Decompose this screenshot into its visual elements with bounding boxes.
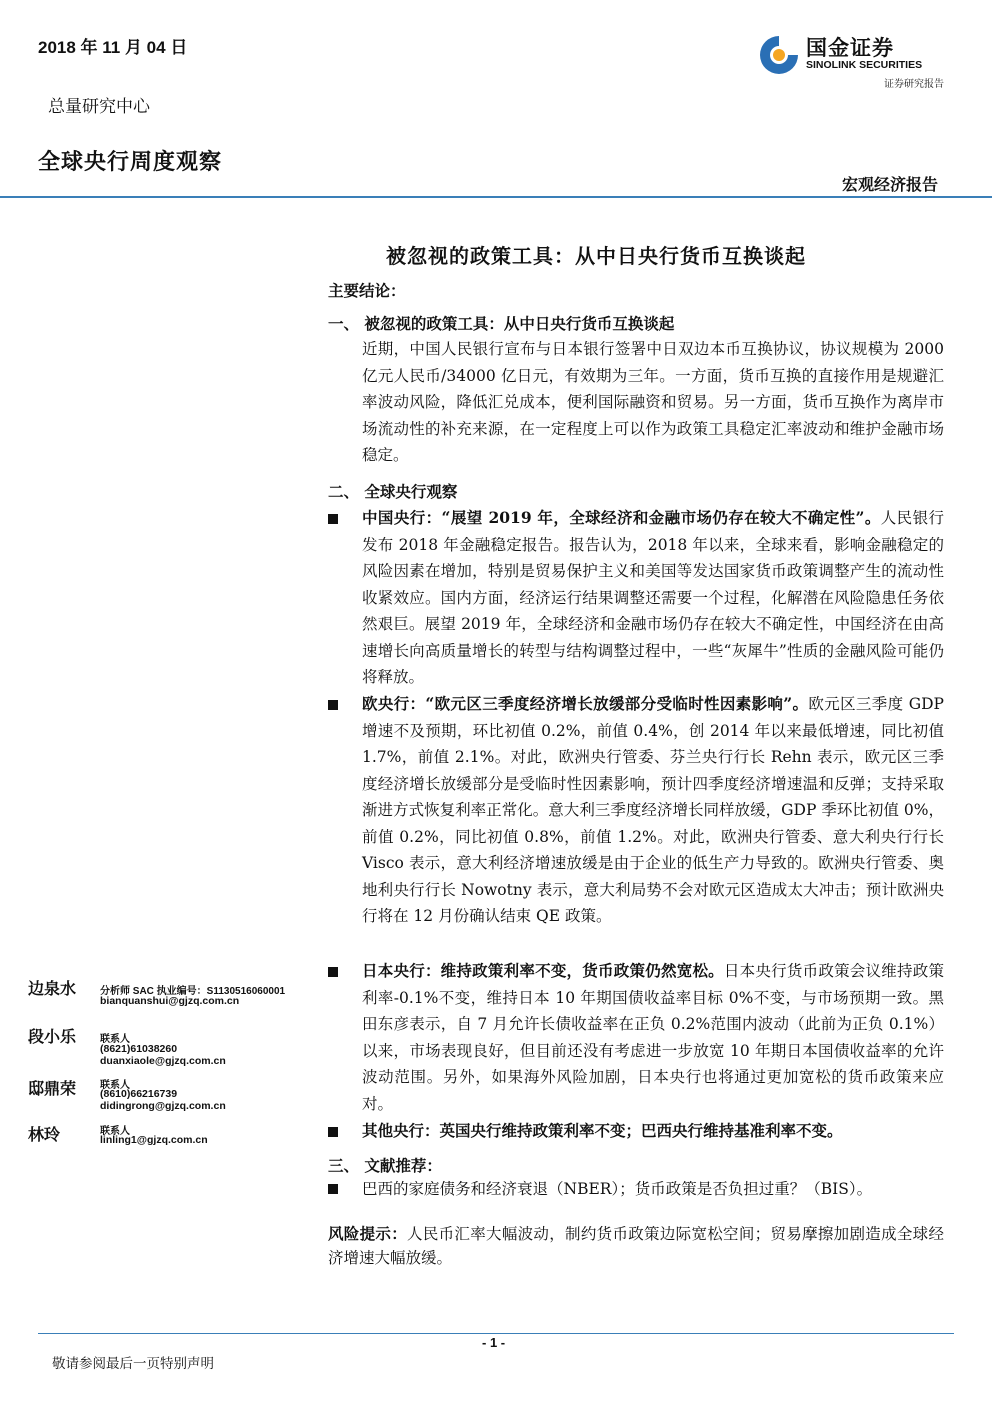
section-1-heading: 一、 被忽视的政策工具：从中日央行货币互换谈起 bbox=[328, 314, 675, 333]
bullet-square-icon bbox=[328, 1127, 338, 1137]
analyst-email: linling1@gjzq.com.cn bbox=[100, 1134, 208, 1146]
company-logo bbox=[756, 30, 946, 90]
logo-subtitle: 证券研究报告 bbox=[884, 79, 944, 90]
analyst-name: 林玲 bbox=[28, 1125, 61, 1144]
analyst-email: bianquanshui@gjzq.com.cn bbox=[100, 995, 240, 1007]
bullet-item bbox=[362, 691, 944, 930]
analyst-entry bbox=[28, 1024, 308, 1072]
bullet-square-icon bbox=[328, 514, 338, 524]
analyst-entry bbox=[28, 976, 308, 1016]
bullet-lead: 其他央行：英国央行维持政策利率不变；巴西央行维持基准利率不变。 bbox=[362, 1121, 843, 1140]
report-type: 宏观经济报告 bbox=[841, 175, 938, 194]
bullet-lead: 中国央行：“展望 2019 年，全球经济和金融市场仍存在较大不确定性”。 bbox=[362, 508, 881, 527]
disclaimer-note: 敬请参阅最后一页特别声明 bbox=[52, 1356, 214, 1372]
analyst-entry bbox=[28, 1122, 308, 1152]
report-date: 2018 年 11 月 04 日 bbox=[38, 38, 188, 57]
footer-divider bbox=[38, 1333, 954, 1334]
logo-text-cn: 国金证券 bbox=[806, 36, 894, 60]
bullet-square-icon bbox=[328, 967, 338, 977]
analyst-name: 边泉水 bbox=[28, 979, 77, 998]
analyst-email: duanxiaole@gjzq.com.cn bbox=[100, 1055, 226, 1067]
analyst-role: 联系人 bbox=[100, 1126, 130, 1137]
analyst-role: 分析师 SAC 执业编号：S1130516060001 bbox=[100, 986, 286, 997]
main-conclusions-label: 主要结论： bbox=[328, 281, 406, 300]
analyst-phone: (8621)61038260 bbox=[100, 1043, 178, 1055]
analyst-role: 联系人 bbox=[100, 1034, 130, 1045]
bullet-item bbox=[362, 958, 944, 1117]
section-3-heading: 三、 文献推荐： bbox=[328, 1156, 442, 1175]
bullet-text: 人民银行发布 2018 年金融稳定报告。报告认为，2018 年以来，全球来看，影响金融稳定的风险因素在增加，特别是贸易保护主义和美国等发达国家货币政策调整产生的流动性收紧效应。国内方面，经济运行结果调整还需要一个过程，化解潜在风险隐患任务依然艰巨。展望 2019 年，全球经济和金融市场仍存在较大不确定性，中国经济在由高速增长向高质量增长的转型与结构调整过程中，一些“灰犀牛”性质的金融风险可能仍将释放。 bbox=[362, 509, 944, 686]
bullet-text: 日本央行货币政策会议维持政策利率-0.1%不变，维持日本 10 年期国债收益率目标 0%不变，与市场预期一致。黑田东彦表示，自 7 月允许长债收益率在正负 0.2%范围内波动（此前为正负 0.1%）以来，市场表现良好，但目前还没有考虑进一步放宽 10 年期日本国债收益率的允许波动范围。另外，如果海外风险加剧，日本央行也将通过更加宽松的货币政策来应对。 bbox=[362, 962, 944, 1113]
logo-text-en: SINOLINK SECURITIES bbox=[806, 59, 923, 71]
logo-mark-icon bbox=[756, 32, 802, 78]
header-divider bbox=[0, 196, 992, 198]
bullet-item bbox=[362, 505, 944, 691]
risk-warning bbox=[328, 1222, 944, 1270]
bullet-square-icon bbox=[328, 700, 338, 710]
analyst-entry bbox=[28, 1076, 308, 1124]
bullet-text: 欧元区三季度 GDP 增速不及预期，环比初值 0.2%，前值 0.4%，创 2014 年以来最低增速，同比初值 1.7%，前值 2.1%。对此，欧洲央行管委、芬兰央行行长 Rehn 表示，欧元区三季度经济增长放缓部分是受临时性因素影响，预计四季度经济增速温和反弹；支持采取渐进方式恢复利率正常化。意大利三季度经济增长同样放缓，GDP 季环比初值 0%，前值 0.2%，同比初值 0.8%，前值 1.2%。对此，欧洲央行管委、意大利央行行长 Visco 表示，意大利经济增速放缓是由于企业的低生产力导致的。欧洲央行管委、奥地利央行行长 Nowotny 表示，意大利局势不会对欧元区造成太大冲击；预计欧洲央行将在 12 月份确认结束 QE 政策。 bbox=[362, 695, 944, 925]
literature-text: 巴西的家庭债务和经济衰退（NBER）；货币政策是否负担过重？（BIS）。 bbox=[362, 1180, 873, 1198]
section-1-text: 近期，中国人民银行宣布与日本银行签署中日双边本币互换协议，协议规模为 2000 亿元人民币/34000 亿日元，有效期为三年。一方面，货币互换的直接作用是规避汇率波动风险，降低汇兑成本，便利国际融资和贸易。另一方面，货币互换作为离岸市场流动性的补充来源，在一定程度上可以作为政策工具稳定汇率波动和维护金融市场稳定。 bbox=[362, 340, 944, 464]
analyst-email: didingrong@gjzq.com.cn bbox=[100, 1100, 226, 1112]
analyst-role: 联系人 bbox=[100, 1080, 130, 1091]
analyst-name: 段小乐 bbox=[28, 1027, 77, 1046]
risk-text: 人民币汇率大幅波动，制约货币政策边际宽松空间；贸易摩擦加剧造成全球经济增速大幅放缓。 bbox=[328, 1225, 944, 1267]
analyst-name: 邸鼎荣 bbox=[28, 1079, 77, 1098]
risk-label: 风险提示： bbox=[328, 1224, 408, 1243]
section-2-heading: 二、 全球央行观察 bbox=[328, 482, 458, 501]
report-title: 被忽视的政策工具：从中日央行货币互换谈起 bbox=[386, 244, 806, 268]
bullet-square-icon bbox=[328, 1184, 338, 1194]
research-center: 总量研究中心 bbox=[48, 97, 150, 117]
analyst-phone: (8610)66216739 bbox=[100, 1088, 178, 1100]
bullet-lead: 欧央行：“欧元区三季度经济增长放缓部分受临时性因素影响”。 bbox=[362, 694, 809, 713]
series-title: 全球央行周度观察 bbox=[38, 149, 223, 175]
bullet-item bbox=[362, 1118, 944, 1145]
page-number: - 1 - bbox=[482, 1335, 506, 1350]
bullet-lead: 日本央行：维持政策利率不变，货币政策仍然宽松。 bbox=[362, 961, 724, 980]
